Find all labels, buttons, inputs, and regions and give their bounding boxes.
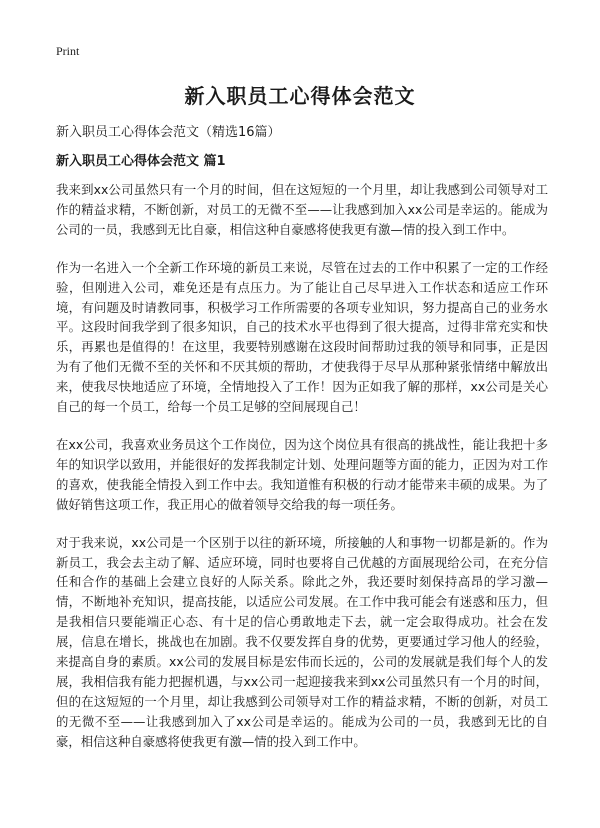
document-title: 新入职员工心得体会范文	[184, 84, 416, 108]
paragraph: 对于我来说，xx公司是一个区别于以往的新环境，所接触的人和事物一切都是新的。作为新员工，我会去主动了解、适应环境，同时也要将自己优越的方面展现给公司，在充分信任和合作的基础上会建立良好的人际关系。除此之外，我还要时刻保持高昂的学习激—情，不断地补充知识，提高技能，以适应公司发展。在工作中我可能会有迷惑和压力，但是我相信只要能端正心态、有十足的信心勇敢地走下去，就一定会取得成功。社会在发展，信息在增长，挑战也在加剧。我不仅要发挥自身的优势，更要通过学习他人的经验，来提高自身的素质。xx公司的发展目标是宏伟而长远的，公司的发展就是我们每个人的发展，我相信我有能力把握机遇，与xx公司一起迎接我来到xx公司虽然只有一个月的时间，但的在这短短的一个月里，却让我感到公司领导对工作的精益求精，不断的创新，对员工的无微不至——让我感到加入了xx公司是幸运的。能成为公司的一员，我感到无比的自豪，相信这种自豪感将使我更有激—情的投入到工作中。	[56, 534, 548, 749]
section-heading: 新入职员工心得体会范文 篇1	[56, 154, 226, 169]
article-body	[56, 180, 548, 770]
print-link[interactable]: Print	[56, 44, 80, 58]
paragraph: 在xx公司，我喜欢业务员这个工作岗位，因为这个岗位具有很高的挑战性，能让我把十多年的知识学以致用，并能很好的发挥我制定计划、处理问题等方面的能力，正因为对工作的喜欢，使我能全情投入到工作中去。我知道惟有积极的行动才能带来丰硕的成果。为了做好销售这项工作，我正用心的做着领导交给我的每一项任务。	[56, 436, 548, 512]
paragraph: 作为一名进入一个全新工作环境的新员工来说，尽管在过去的工作中积累了一定的工作经验，但刚进入公司，难免还是有点压力。为了能让自己尽早进入工作状态和适应工作环境，有问题及时请教同事，积极学习工作所需要的各项专业知识，努力提高自己的业务水平。这段时间我学到了很多知识，自己的技术水平也得到了很大提高，过得非常充实和快乐，再累也是值得的！在这里，我要特别感谢在这段时间帮助过我的领导和同事，正是因为有了他们无微不至的关怀和不厌其烦的帮助，才使我得于尽早从那种紧张情绪中解放出来，使我尽快地适应了环境，全情地投入了工作！因为正如我了解的那样，xx公司是关心自己的每一个员工，给每一个员工足够的空间展现自己！	[56, 259, 548, 415]
paragraph: 我来到xx公司虽然只有一个月的时间，但在这短短的一个月里，却让我感到公司领导对工作的精益求精，不断创新，对员工的无微不至——让我感到加入xx公司是幸运的。能成为公司的一员，我感到无比自豪，相信这种自豪感将使我更有激—情的投入到工作中。	[56, 182, 548, 237]
document-subtitle: 新入职员工心得体会范文（精选16篇）	[56, 125, 281, 140]
